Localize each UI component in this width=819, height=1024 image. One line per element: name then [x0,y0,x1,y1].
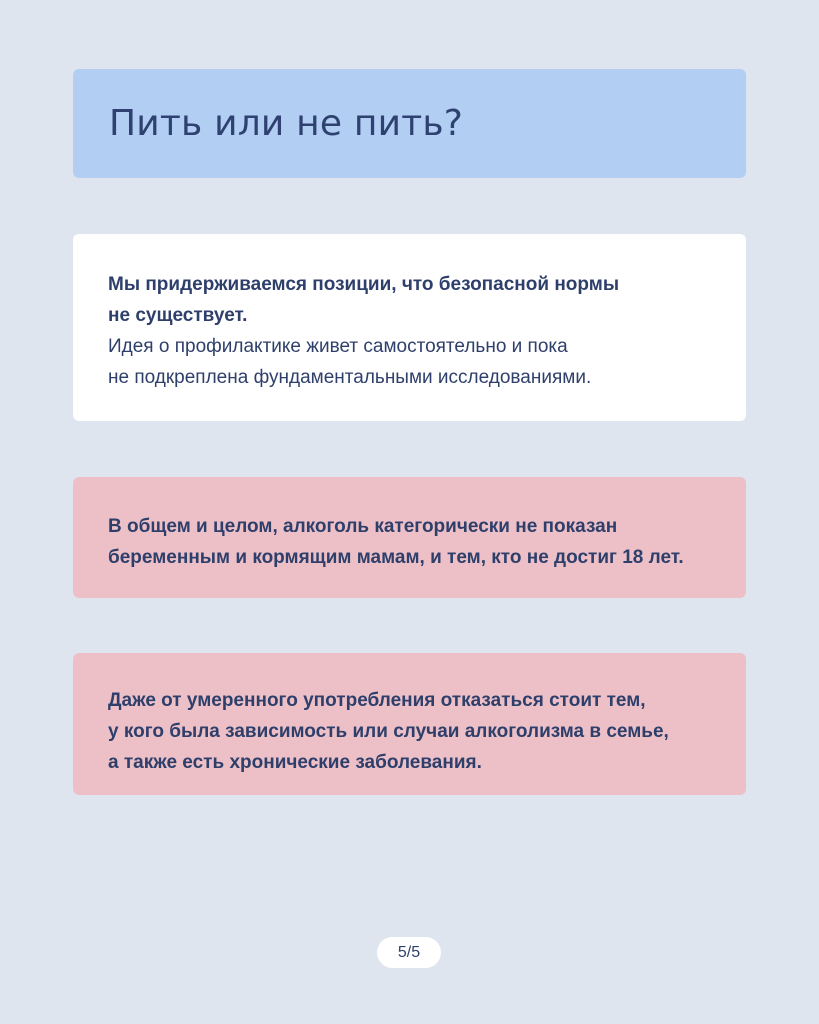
warning-2-line-2: у кого была зависимость или случаи алкоголизма в семье, [108,721,669,742]
info-card [73,234,746,421]
warning-1-line-1: В общем и целом, алкоголь категорически не показан [108,516,618,537]
page-title: Пить или не пить? [109,102,464,144]
info-bold-line-1: Мы придерживаемся позиции, что безопасной нормы [108,274,620,295]
warning-2-line-1: Даже от умеренного употребления отказаться стоит тем, [108,690,646,711]
page-indicator-label: 5/5 [397,943,421,961]
warning-1-line-2: беременным и кормящим мамам, и тем, кто не достиг 18 лет. [108,547,684,568]
info-line-4: не подкреплена фундаментальными исследованиями. [108,367,592,388]
warning-2-line-3: а также есть хронические заболевания. [108,752,482,773]
page-indicator [377,937,441,968]
title-card [73,69,746,178]
warning-card-pregnancy [73,477,746,598]
info-bold-line-2: не существует. [108,305,248,326]
warning-card-dependency [73,653,746,795]
info-line-3: Идея о профилактике живет самостоятельно и пока [108,336,568,357]
